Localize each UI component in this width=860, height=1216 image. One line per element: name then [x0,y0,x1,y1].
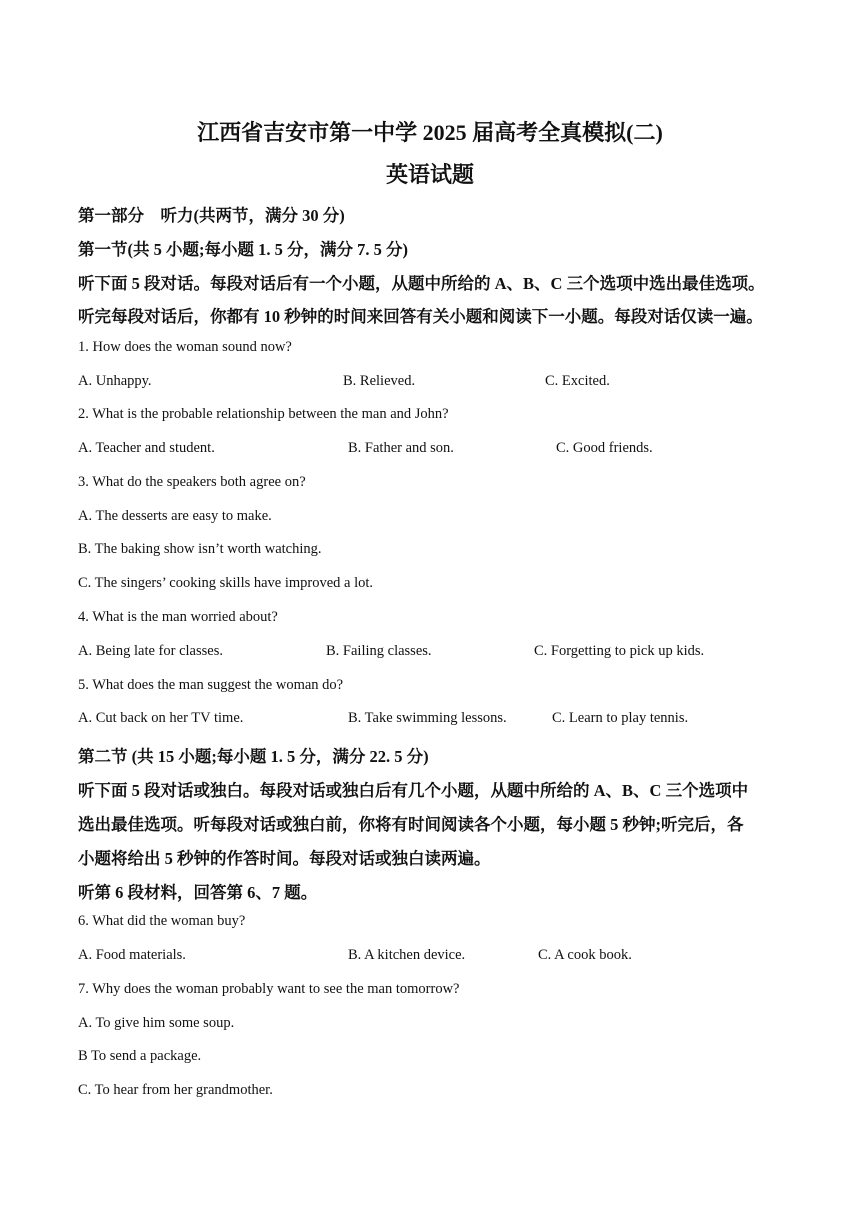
option-c: C. Excited. [545,373,610,389]
option-b: B. Take swimming lessons. [348,710,507,726]
option-c: C. To hear from her grandmother. [78,1082,273,1098]
part1-heading: 第一部分 听力(共两节，满分 30 分) [78,206,345,225]
option-b: B. Failing classes. [326,643,432,659]
material-heading: 听第 6 段材料，回答第 6、7 题。 [78,883,318,902]
option-c: C. Forgetting to pick up kids. [534,643,705,659]
question-stem: 3. What do the speakers both agree on? [78,474,306,490]
question-stem: 2. What is the probable relationship between the man and John? [78,406,449,422]
section2-instruction-line: 选出最佳选项。听每段对话或独白前，你将有时间阅读各个小题，每小题 5 秒钟;听完后，各 [78,815,744,834]
option-a: A. Being late for classes. [78,643,223,659]
question-stem: 7. Why does the woman probably want to see the man tomorrow? [78,981,460,997]
section2-instruction-line: 小题将给出 5 秒钟的作答时间。每段对话或独白读两遍。 [78,849,491,868]
question-stem: 6. What did the woman buy? [78,913,246,929]
option-a: A. The desserts are easy to make. [78,508,272,524]
section1-instruction-line: 听完每段对话后，你都有 10 秒钟的时间来回答有关小题和阅读下一小题。每段对话仅读一遍。 [78,307,763,326]
option-a: A. Unhappy. [78,373,152,389]
option-b: B. Father and son. [348,440,454,456]
question-stem: 4. What is the man worried about? [78,609,278,625]
question-stem: 1. How does the woman sound now? [78,339,292,355]
option-b: B. The baking show isn’t worth watching. [78,541,322,557]
section2-heading: 第二节 (共 15 小题;每小题 1. 5 分，满分 22. 5 分) [78,747,429,766]
option-a: A. To give him some soup. [78,1015,235,1031]
exam-subtitle: 英语试题 [385,162,474,187]
option-b: B. A kitchen device. [348,947,466,963]
section1-instruction-line: 听下面 5 段对话。每段对话后有一个小题，从题中所给的 A、B、C 三个选项中选出最佳选项。 [78,274,765,293]
section1-heading: 第一节(共 5 小题;每小题 1. 5 分，满分 7. 5 分) [78,240,408,259]
section2-instruction-line: 听下面 5 段对话或独白。每段对话或独白后有几个小题，从题中所给的 A、B、C 三个选项中 [78,781,749,800]
option-a: A. Cut back on her TV time. [78,710,244,726]
option-c: C. Good friends. [556,440,653,456]
question-stem: 5. What does the man suggest the woman do? [78,677,344,693]
option-a: A. Food materials. [78,947,186,963]
exam-title: 江西省吉安市第一中学 2025 届高考全真模拟(二) [197,120,663,145]
option-b: B. Relieved. [343,373,416,389]
option-c: C. The singers’ cooking skills have improved a lot. [78,575,374,591]
option-a: A. Teacher and student. [78,440,215,456]
option-c: C. Learn to play tennis. [552,710,689,726]
option-b: B To send a package. [78,1048,202,1064]
option-c: C. A cook book. [538,947,632,963]
